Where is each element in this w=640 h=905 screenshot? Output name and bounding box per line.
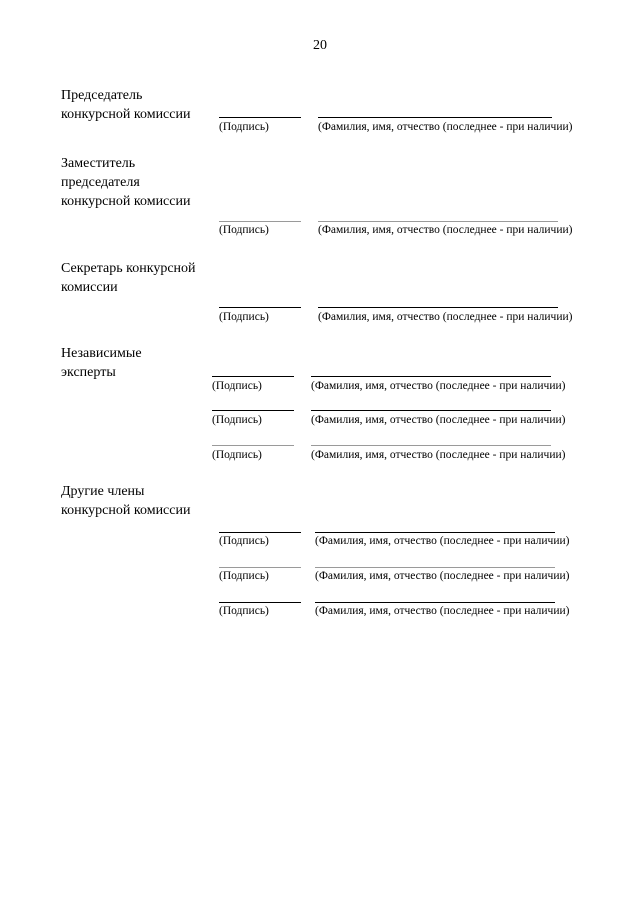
signature-caption: (Подпись) [219,224,269,236]
signature-line [219,307,301,308]
name-caption: (Фамилия, имя, отчество (последнее - при наличии) [315,535,570,547]
name-caption: (Фамилия, имя, отчество (последнее - при наличии) [311,380,566,392]
signature-caption: (Подпись) [219,570,269,582]
section-title-line: председателя [61,175,140,190]
section-title-line: Независимые [61,346,142,361]
name-caption: (Фамилия, имя, отчество (последнее - при наличии) [318,224,573,236]
name-line [318,117,552,118]
signature-caption: (Подпись) [219,535,269,547]
section-title-deputy-chairman [61,154,190,211]
section-title-line: конкурсной комиссии [61,503,191,518]
name-line [318,221,558,222]
name-line [315,602,555,603]
name-caption: (Фамилия, имя, отчество (последнее - при наличии) [311,414,566,426]
section-title-line: конкурсной комиссии [61,194,191,209]
signature-line [219,532,301,533]
signature-caption: (Подпись) [212,414,262,426]
section-title-secretary [61,259,196,297]
name-caption: (Фамилия, имя, отчество (последнее - при наличии) [318,121,573,133]
name-caption: (Фамилия, имя, отчество (последнее - при наличии) [318,311,573,323]
name-line [311,445,551,446]
name-line [315,532,555,533]
section-title-line: Председатель [61,88,143,103]
name-caption: (Фамилия, имя, отчество (последнее - при наличии) [311,449,566,461]
signature-line [212,410,294,411]
section-title-line: Секретарь конкурсной [61,261,196,276]
signature-caption: (Подпись) [219,311,269,323]
signature-line [219,602,301,603]
signature-line [212,445,294,446]
name-line [311,410,551,411]
signature-line [212,376,294,377]
signature-caption: (Подпись) [219,121,269,133]
section-title-line: эксперты [61,365,116,380]
name-line [315,567,555,568]
signature-caption: (Подпись) [212,380,262,392]
section-title-line: Другие члены [61,484,145,499]
name-caption: (Фамилия, имя, отчество (последнее - при наличии) [315,570,570,582]
section-title-line: комиссии [61,280,118,295]
section-title-other-members [61,482,190,520]
signature-caption: (Подпись) [219,605,269,617]
section-title-line: конкурсной комиссии [61,107,191,122]
signature-line [219,221,301,222]
signature-caption: (Подпись) [212,449,262,461]
section-title-line: Заместитель [61,156,136,171]
page-number: 20 [313,38,327,53]
name-line [318,307,558,308]
section-title-chairman [61,86,190,124]
signature-line [219,117,301,118]
name-line [311,376,551,377]
section-title-independent-experts [61,344,142,382]
name-caption: (Фамилия, имя, отчество (последнее - при наличии) [315,605,570,617]
signature-line [219,567,301,568]
